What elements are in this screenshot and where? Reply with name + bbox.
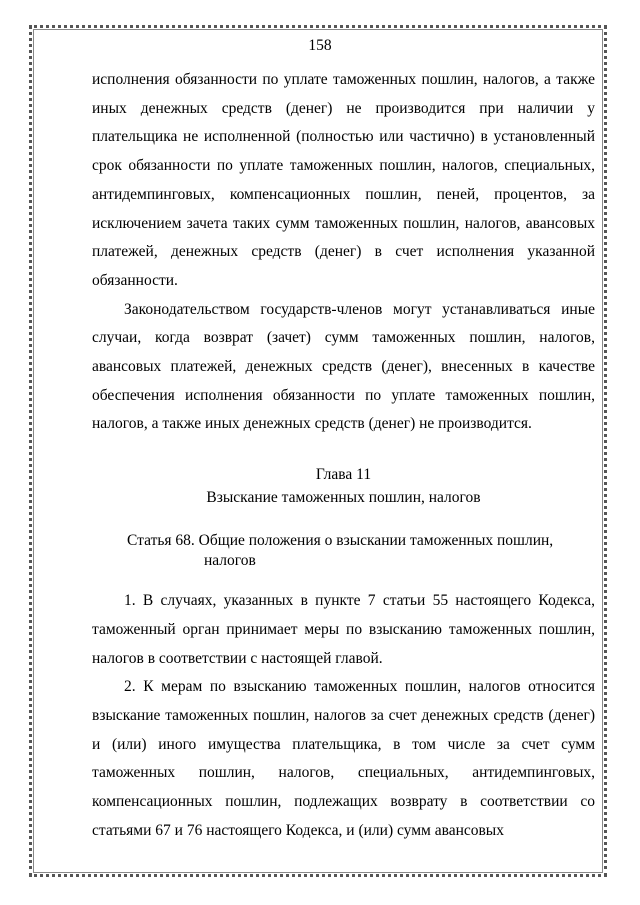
- article-heading: [92, 531, 595, 571]
- article-heading-line2: налогов: [204, 552, 256, 570]
- chapter-title: Взыскание таможенных пошлин, налогов: [206, 489, 481, 507]
- paragraph-continuation: исполнения обязанности по уплате таможенных пошлин, налогов, а также иных денежных средств (денег) не производится при наличии у плательщика не исполненной (полностью или частично) в установленный срок обязанности по уплате таможенных пошлин, налогов, специальных, антидемпинговых, компенсационных пошлин, пеней, процентов, за исключением зачета таких сумм таможенных пошлин, налогов, авансовых платежей, денежных средств (денег) в счет исполнения указанной обязанности.: [92, 71, 595, 289]
- chapter-number: Глава 11: [315, 466, 372, 484]
- paragraph-member-states: Законодательством государств-членов могут устанавливаться иные случаи, когда возврат (зачет) сумм таможенных пошлин, налогов, авансовых платежей, денежных средств (денег), внесенных в качестве обеспечения исполнения обязанности по уплате таможенных пошлин, налогов, а также иных денежных средств (денег) не производится.: [92, 300, 595, 433]
- article-heading-line1: Статья 68. Общие положения о взыскании таможенных пошлин,: [127, 532, 554, 550]
- paragraph-item-2: 2. К мерам по взысканию таможенных пошлин, налогов относится взыскание таможенных пошлин, налогов за счет денежных средств (денег) и (или) иного имущества плательщика, в том числе за счет сумм таможенных пошлин, налогов, специальных, антидемпинговых, компенсационных пошлин, подлежащих возврату в соответствии со статьями 67 и 76 настоящего Кодекса, и (или) сумм авансовых: [92, 678, 595, 839]
- paragraph-item-1: 1. В случаях, указанных в пункте 7 статьи 55 настоящего Кодекса, таможенный орган принимает меры по взысканию таможенных пошлин, налогов в соответствии с настоящей главой.: [92, 592, 595, 667]
- document-body: [92, 66, 595, 845]
- page-number: 158: [308, 37, 332, 54]
